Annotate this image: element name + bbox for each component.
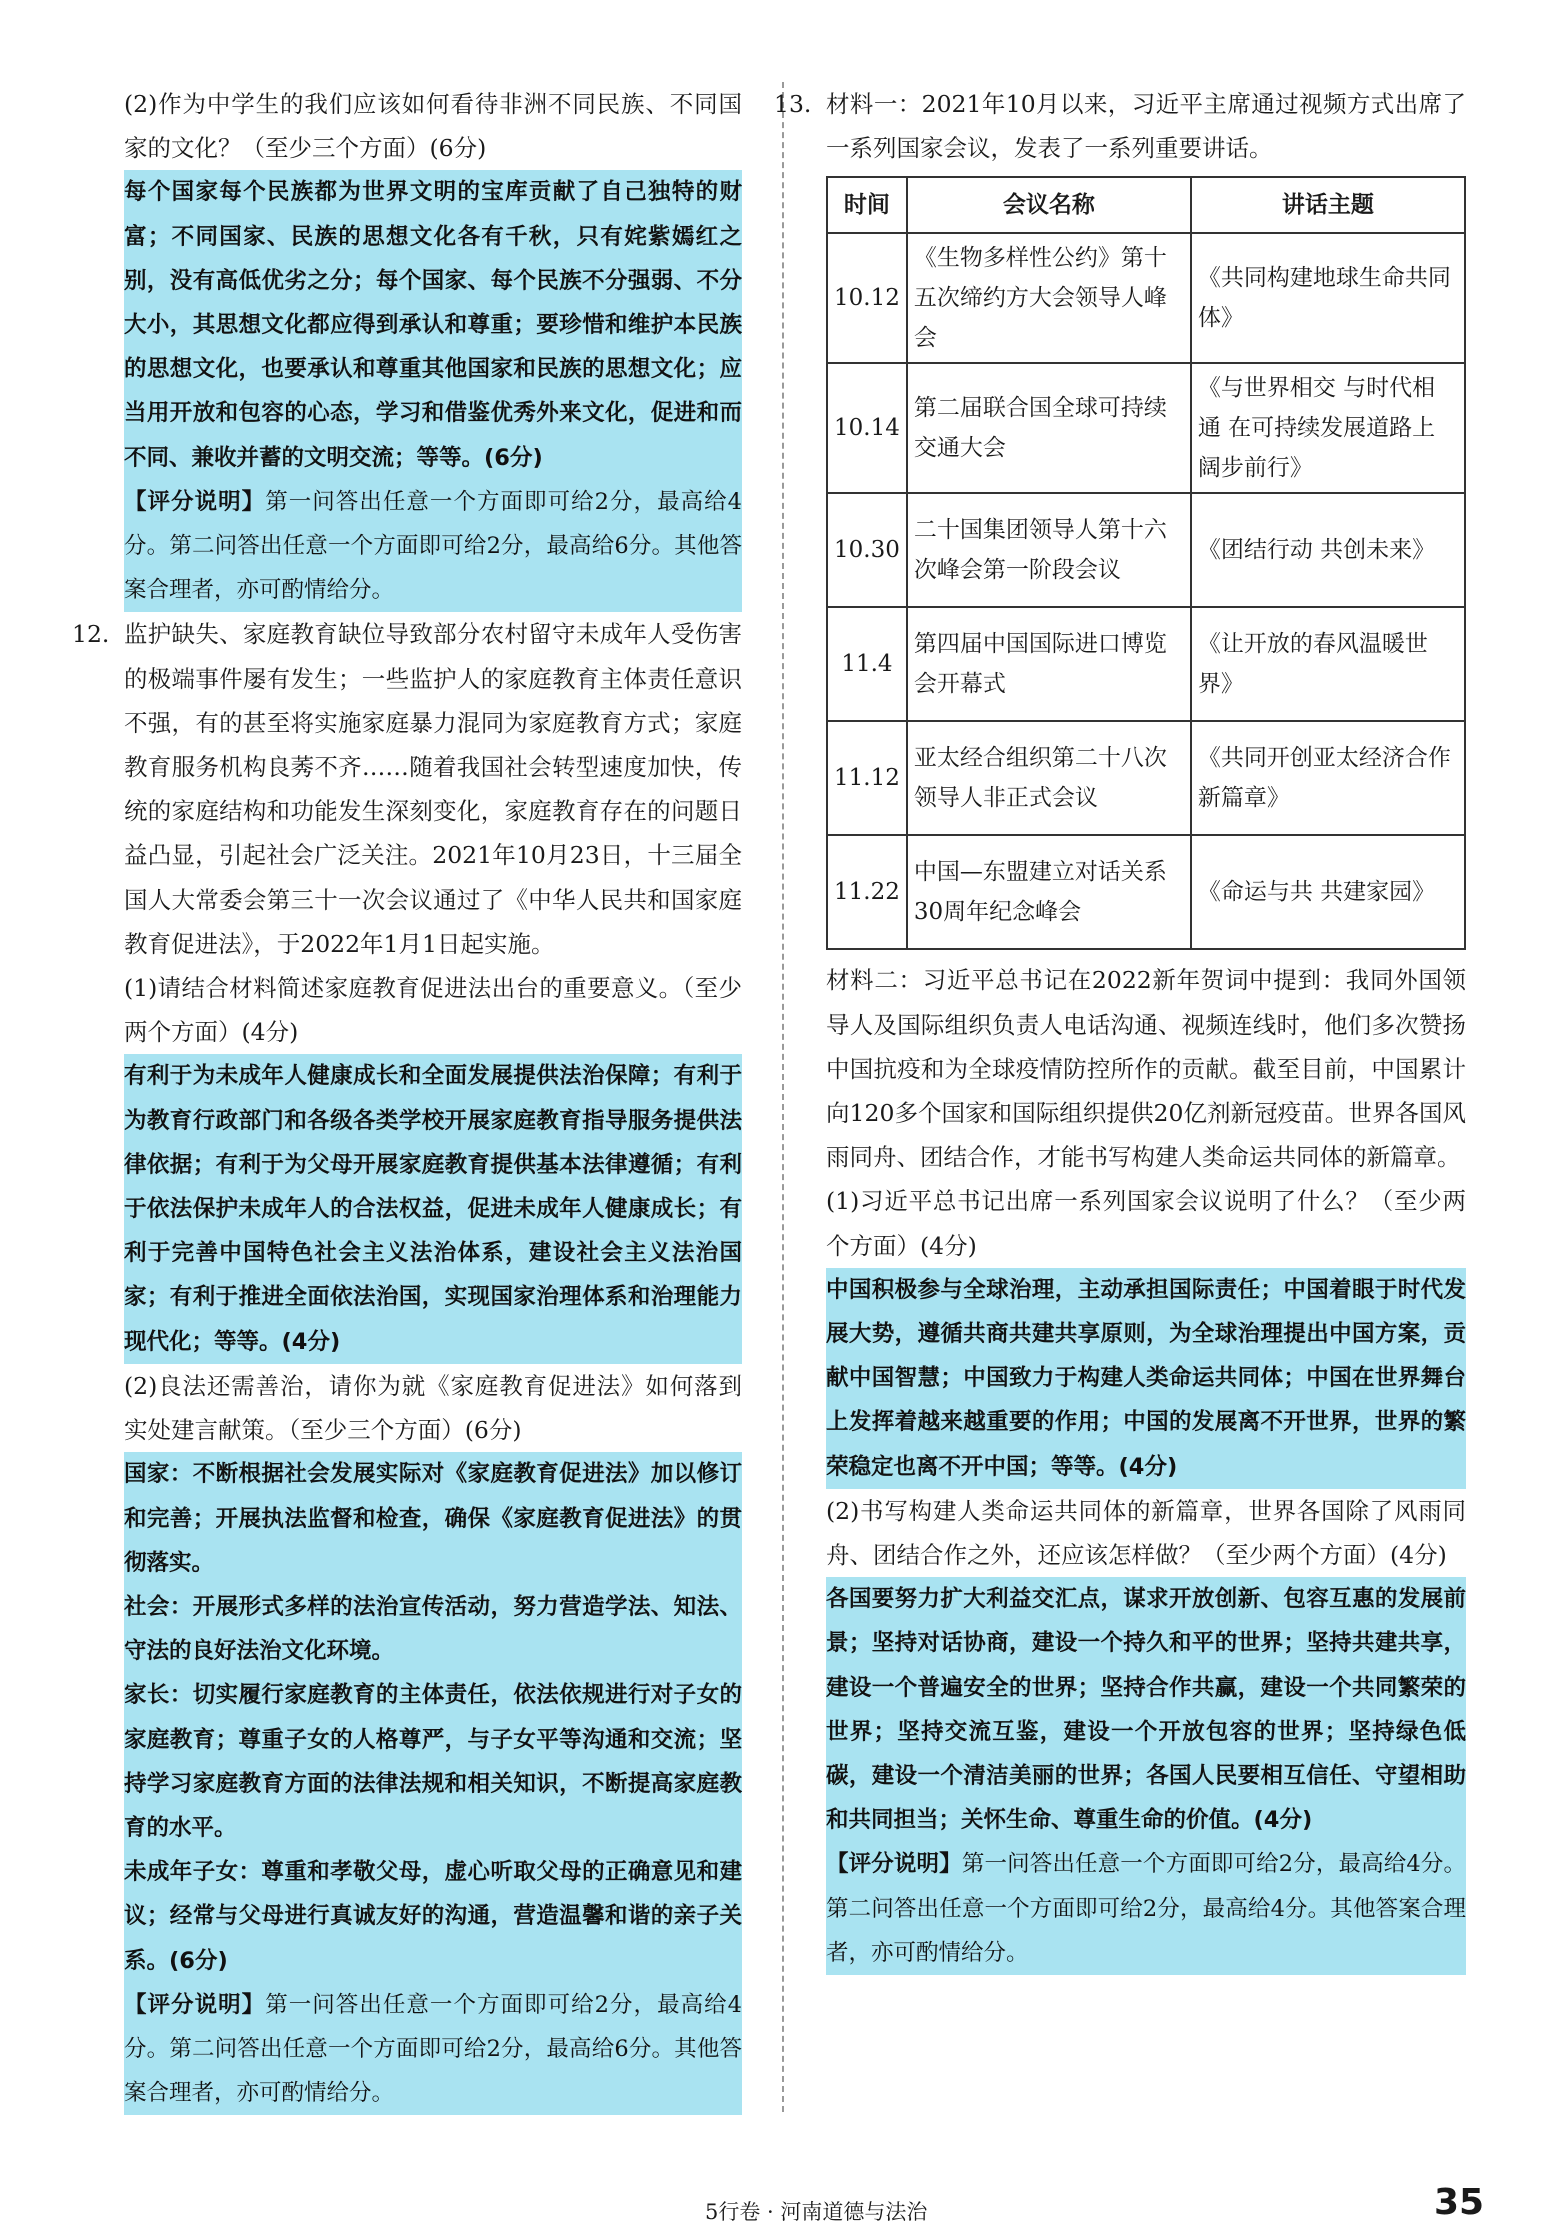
- cell-meeting: 第二届联合国全球可持续交通大会: [907, 363, 1191, 493]
- cell-date: 11.22: [827, 835, 907, 949]
- q12-material: 监护缺失、家庭教育缺位导致部分农村留守未成年人受伤害的极端事件屡有发生；一些监护人的家庭教育主体责任意识不强，有的甚至将实施家庭暴力混同为家庭教育方式；家庭教育服务机构良莠不齐……随着我国社会转型速度加快，传统的家庭结构和功能发生深刻变化，家庭教育存在的问题日益凸显，引起社会广泛关注。2021年10月23日，十三届全国人大常委会第三十一次会议通过了《中华人民共和国家庭教育促进法》，于2022年1月1日起实施。: [124, 620, 742, 958]
- q13-number: 13.: [774, 90, 812, 118]
- table-row: [827, 607, 1465, 721]
- q13-part2-answer: 各国要努力扩大利益交汇点，谋求开放创新、包容互惠的发展前景；坚持对话协商，建设一个持久和平的世界；坚持共建共享，建设一个普遍安全的世界；坚持合作共赢，建设一个共同繁荣的世界；坚持交流互鉴，建设一个开放包容的世界；坚持绿色低碳，建设一个清洁美丽的世界；各国人民要相互信任、守望相助和共同担当；关怀生命、尊重生命的价值。(4分): [826, 1577, 1466, 1842]
- q12-answer-country: 国家：不断根据社会发展实际对《家庭教育促进法》加以修订和完善；开展执法监督和检查，确保《家庭教育促进法》的贯彻落实。: [124, 1452, 742, 1585]
- cell-date: 10.30: [827, 493, 907, 607]
- table-row: [827, 493, 1465, 607]
- q11-part2-question: (2)作为中学生的我们应该如何看待非洲不同民族、不同国家的文化？（至少三个方面）(6分): [124, 90, 742, 163]
- cell-meeting: 第四届中国国际进口博览会开幕式: [907, 607, 1191, 721]
- cell-theme: 《与世界相交 与时代相通 在可持续发展道路上阔步前行》: [1191, 363, 1465, 493]
- table-row: [827, 835, 1465, 949]
- q13-part1-question: (1)习近平总书记出席一系列国家会议说明了什么？（至少两个方面）(4分): [826, 1187, 1466, 1260]
- cell-theme: 《共同开创亚太经济合作新篇章》: [1191, 721, 1465, 835]
- right-column: [774, 82, 1466, 1975]
- cell-meeting: 二十国集团领导人第十六次峰会第一阶段会议: [907, 493, 1191, 607]
- cell-date: 10.12: [827, 233, 907, 363]
- table-header-theme: 讲话主题: [1191, 177, 1465, 233]
- q12-scoring-note: [124, 1983, 742, 2116]
- scoring-tag: 【评分说明】: [124, 488, 266, 515]
- q12-part1-answer: 有利于为未成年人健康成长和全面发展提供法治保障；有利于为教育行政部门和各级各类学校开展家庭教育指导服务提供法律依据；有利于为父母开展家庭教育提供基本法律遵循；有利于依法保护未成年人的合法权益，促进未成年人健康成长；有利于完善中国特色社会主义法治体系，建设社会主义法治国家；有利于推进全面依法治国，实现国家治理体系和治理能力现代化；等等。(4分): [124, 1054, 742, 1363]
- table-header-date: 时间: [827, 177, 907, 233]
- page-number: 35: [1434, 2182, 1485, 2223]
- q13-scoring-note: [826, 1842, 1466, 1975]
- cell-theme: 《团结行动 共创未来》: [1191, 493, 1465, 607]
- cell-date: 11.4: [827, 607, 907, 721]
- cell-theme: 《共同构建地球生命共同体》: [1191, 233, 1465, 363]
- q12-answer-society: 社会：开展形式多样的法治宣传活动，努力营造学法、知法、守法的良好法治文化环境。: [124, 1585, 742, 1673]
- cell-date: 10.14: [827, 363, 907, 493]
- q13-material2: 材料二：习近平总书记在2022新年贺词中提到：我同外国领导人及国际组织负责人电话沟通、视频连线时，他们多次赞扬中国抗疫和为全球疫情防控所作的贡献。截至目前，中国累计向120多个国家和国际组织提供20亿剂新冠疫苗。世界各国风雨同舟、团结合作，才能书写构建人类命运共同体的新篇章。: [826, 966, 1466, 1172]
- scoring-tag: 【评分说明】: [826, 1851, 962, 1878]
- cell-theme: 《命运与共 共建家园》: [1191, 835, 1465, 949]
- scoring-text: 第一问答出任意一个方面即可给2分，最高给4分。第二问答出任意一个方面即可给2分，最高给6分。其他答案合理者，亦可酌情给分。: [124, 1991, 742, 2107]
- q13-part1-answer: 中国积极参与全球治理，主动承担国际责任；中国着眼于时代发展大势，遵循共商共建共享原则，为全球治理提出中国方案，贡献中国智慧；中国致力于构建人类命运共同体；中国在世界舞台上发挥着越来越重要的作用；中国的发展离不开世界，世界的繁荣稳定也离不开中国；等等。(4分): [826, 1268, 1466, 1489]
- q12-block: [72, 612, 742, 966]
- cell-theme: 《让开放的春风温暖世界》: [1191, 607, 1465, 721]
- q13-material1: 材料一：2021年10月以来，习近平主席通过视频方式出席了一系列国家会议，发表了一系列重要讲话。: [826, 90, 1466, 163]
- meetings-table: [826, 176, 1466, 950]
- footer-title: 5行卷 · 河南道德与法治: [705, 2200, 928, 2224]
- left-column: [72, 82, 742, 2115]
- scoring-tag: 【评分说明】: [124, 1991, 266, 2018]
- q13-part2-question: (2)书写构建人类命运共同体的新篇章，世界各国除了风雨同舟、团结合作之外，还应该怎样做？（至少两个方面）(4分): [826, 1496, 1466, 1570]
- table-header-meeting: 会议名称: [907, 177, 1191, 233]
- q12-part1-question: (1)请结合材料简述家庭教育促进法出台的重要意义。（至少两个方面）(4分): [124, 974, 742, 1047]
- q12-answer-minors: 未成年子女：尊重和孝敬父母，虚心听取父母的正确意见和建议；经常与父母进行真诚友好的沟通，营造温馨和谐的亲子关系。(6分): [124, 1850, 742, 1983]
- q11-part2-answer: 每个国家每个民族都为世界文明的宝库贡献了自己独特的财富；不同国家、民族的思想文化各有千秋，只有姹紫嫣红之别，没有高低优劣之分；每个国家、每个民族不分强弱、不分大小，其思想文化都应得到承认和尊重；要珍惜和维护本民族的思想文化，也要承认和尊重其他国家和民族的思想文化；应当用开放和包容的心态，学习和借鉴优秀外来文化，促进和而不同、兼收并蓄的文明交流；等等。(6分): [124, 170, 742, 479]
- cell-meeting: 中国—东盟建立对话关系30周年纪念峰会: [907, 835, 1191, 949]
- q11-scoring-note: [124, 480, 742, 613]
- scoring-text: 第一问答出任意一个方面即可给2分，最高给4分。第二问答出任意一个方面即可给2分，最高给6分。其他答案合理者，亦可酌情给分。: [124, 488, 742, 604]
- cell-meeting: 亚太经合组织第二十八次领导人非正式会议: [907, 721, 1191, 835]
- q13-block: [774, 82, 1466, 170]
- table-row: [827, 233, 1465, 363]
- q12-number: 12.: [72, 620, 110, 649]
- cell-meeting: 《生物多样性公约》第十五次缔约方大会领导人峰会: [907, 233, 1191, 363]
- q12-part2-question: (2)良法还需善治，请你为就《家庭教育促进法》如何落到实处建言献策。（至少三个方面）(6分): [124, 1371, 742, 1445]
- table-row: [827, 721, 1465, 835]
- table-row: [827, 363, 1465, 493]
- q12-answer-parents: 家长：切实履行家庭教育的主体责任，依法依规进行对子女的家庭教育；尊重子女的人格尊严，与子女平等沟通和交流；坚持学习家庭教育方面的法律法规和相关知识，不断提高家庭教育的水平。: [124, 1673, 742, 1850]
- scoring-text: 第一问答出任意一个方面即可给2分，最高给4分。第二问答出任意一个方面即可给2分，最高给4分。其他答案合理者，亦可酌情给分。: [826, 1851, 1466, 1966]
- column-divider: [782, 82, 784, 2112]
- cell-date: 11.12: [827, 721, 907, 835]
